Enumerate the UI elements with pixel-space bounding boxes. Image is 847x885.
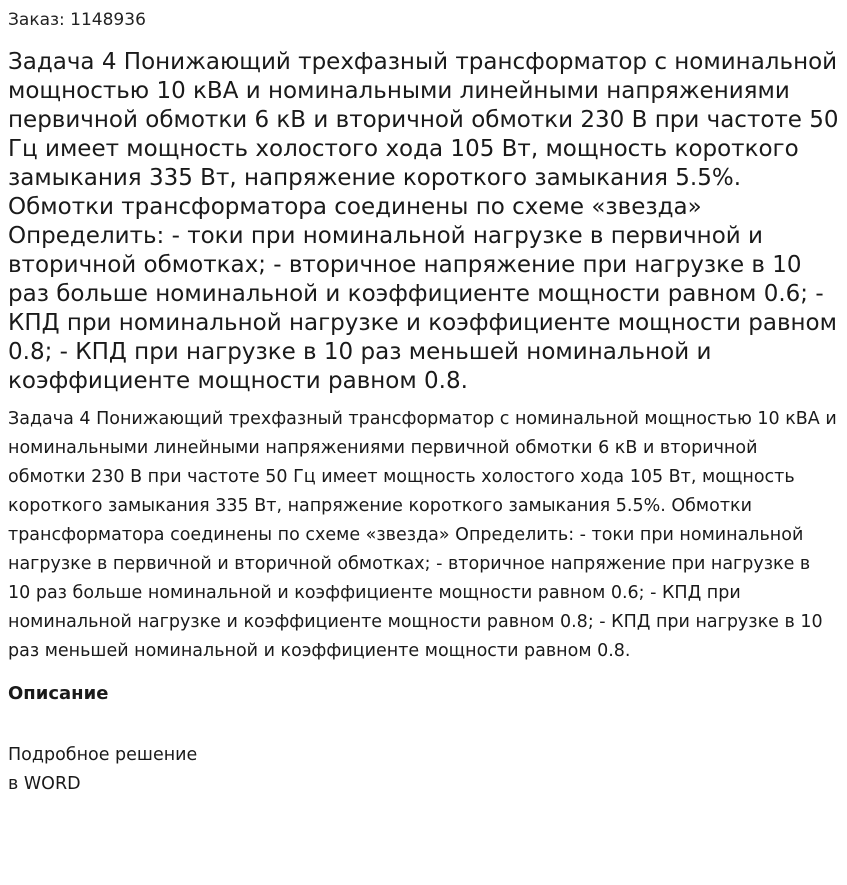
task-text: Задача 4 Понижающий трехфазный трансформатор с номинальной мощностью 10 кВА и номинальными линейными напряжениями первичной обмотки 6 кВ и вторичной обмотки 230 В при частоте 50 Гц имеет мощность холостого хода 105 Вт, мощность короткого замыкания 335 Вт, напряжение короткого замыкания 5.5%. Обмотки трансформатора соединены по схеме «звезда» Определить: - токи при номинальной нагрузке в первичной и вторичной обмотках; - вторичное напряжение при нагрузке в 10 раз больше номинальной и коэффициенте мощности равном 0.6; - КПД при номинальной нагрузке и коэффициенте мощности равном 0.8; - КПД при нагрузке в 10 раз меньшей номинальной и коэффициенте мощности равном 0.8.	[8, 409, 837, 661]
description-body: Подробное решение в WORD	[8, 745, 198, 794]
task-title: Задача 4 Понижающий трехфазный трансформатор с номинальной мощностью 10 кВА и номинальными линейными напряжениями первичной обмотки 6 кВ и вторичной обмотки 230 В при частоте 50 Гц имеет мощность холостого хода 105 Вт, мощность короткого замыкания 335 Вт, напряжение короткого замыкания 5.5%. Обмотки трансформатора соединены по схеме «звезда» Определить: - токи при номинальной нагрузке в первичной и вторичной обмотках; - вторичное напряжение при нагрузке в 10 раз больше номинальной и коэффициенте мощности равном 0.6; - КПД при номинальной нагрузке и коэффициенте мощности равном 0.8; - КПД при нагрузке в 10 раз меньшей номинальной и коэффициенте мощности равном 0.8.	[8, 49, 839, 394]
description-heading: Описание	[8, 683, 109, 704]
order-number: Заказ: 1148936	[8, 10, 146, 30]
